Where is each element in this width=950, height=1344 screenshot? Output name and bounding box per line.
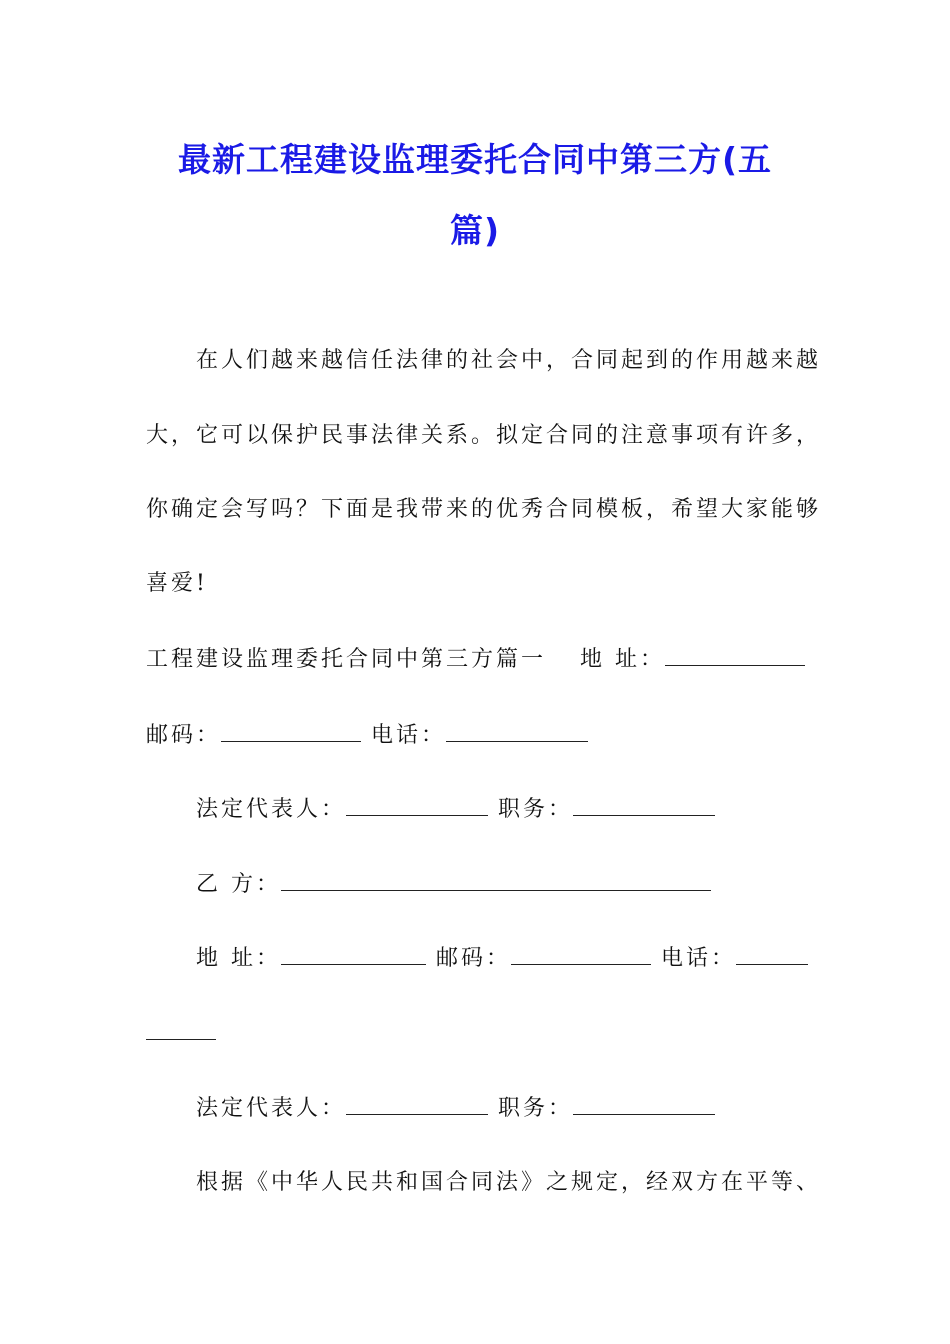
closing-line: 根据《中华人民共和国合同法》之规定，经双方在平等、 <box>196 1170 822 1195</box>
address-blank-b[interactable] <box>281 946 426 965</box>
address-field-party-a <box>580 646 805 674</box>
phone-blank-b-continued <box>146 1020 216 1048</box>
phone-blank-b-overflow[interactable] <box>146 1021 216 1040</box>
legal-rep-label-b: 法定代表人： <box>196 1096 347 1121</box>
intro-line-2: 大，它可以保护民事法律关系。拟定合同的注意事项有许多， <box>146 423 822 448</box>
phone-label: 电话： <box>371 723 447 748</box>
party-b-label: 乙 方： <box>196 872 281 897</box>
legal-rep-blank[interactable] <box>346 797 488 816</box>
position-label-b: 职务： <box>498 1096 574 1121</box>
address-label: 地 址： <box>580 647 665 672</box>
postcode-blank-b[interactable] <box>511 946 651 965</box>
party-b-blank[interactable] <box>281 872 711 891</box>
phone-blank-b[interactable] <box>736 946 808 965</box>
address-blank[interactable] <box>665 647 805 666</box>
intro-line-1: 在人们越来越信任法律的社会中，合同起到的作用越来越 <box>196 348 822 373</box>
postcode-label: 邮码： <box>146 723 222 748</box>
position-blank-b[interactable] <box>573 1096 715 1115</box>
postcode-label-b: 邮码： <box>436 946 512 971</box>
intro-line-4: 喜爱! <box>146 571 208 596</box>
legal-rep-row-party-a <box>196 796 715 824</box>
phone-label-b: 电话： <box>661 946 737 971</box>
legal-rep-row-party-b <box>196 1095 715 1123</box>
postcode-phone-row-party-a <box>146 722 588 750</box>
legal-rep-label: 法定代表人： <box>196 797 347 822</box>
phone-blank[interactable] <box>446 723 588 742</box>
party-b-row <box>196 871 711 899</box>
intro-line-3: 你确定会写吗？下面是我带来的优秀合同模板，希望大家能够 <box>146 497 822 522</box>
document-title-line-1: 最新工程建设监理委托合同中第三方(五 <box>177 140 773 179</box>
section-heading: 工程建设监理委托合同中第三方篇一 <box>146 647 547 672</box>
address-label-b: 地 址： <box>196 946 281 971</box>
postcode-blank[interactable] <box>221 723 361 742</box>
position-label: 职务： <box>498 797 574 822</box>
document-title-line-2: 篇) <box>449 211 501 250</box>
address-row-party-b <box>196 945 808 973</box>
legal-rep-blank-b[interactable] <box>346 1096 488 1115</box>
position-blank[interactable] <box>573 797 715 816</box>
